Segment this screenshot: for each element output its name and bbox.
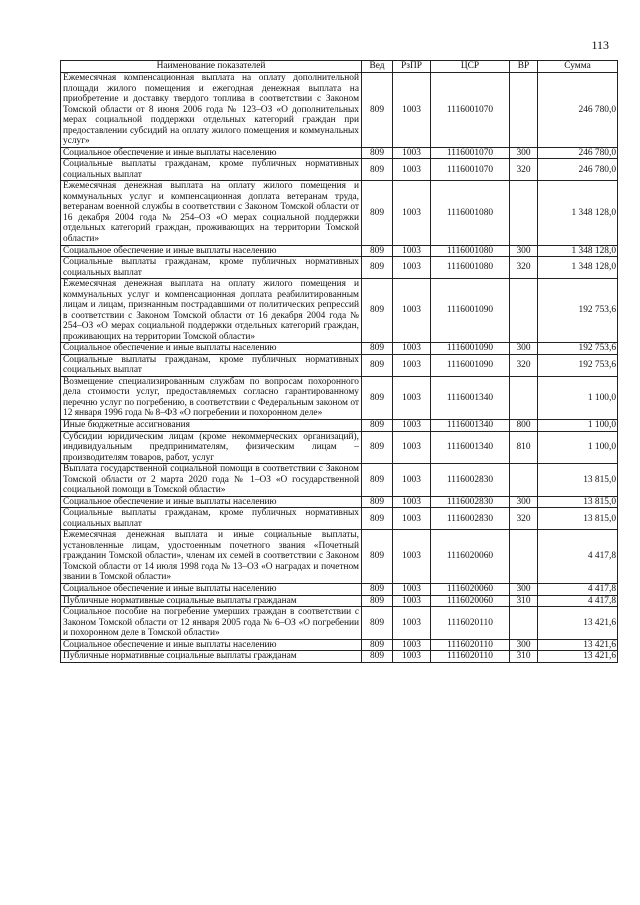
cell-csr: 1116002830 [431,496,510,508]
cell-sum: 13 815,0 [538,496,618,508]
cell-sum: 1 348 128,0 [538,257,618,279]
cell-vr [510,181,538,245]
table-row [61,147,618,159]
cell-name: Выплата государственной социальной помощи в соответствии с Законом Томской области от 2 марта 2020 года № 1–ОЗ «О государственной социальной помощи в Томской области» [61,464,362,497]
table-row [61,159,618,181]
header-rzpr: РзПР [393,61,431,73]
table-row [61,595,618,607]
cell-vr: 300 [510,583,538,595]
cell-name: Социальное обеспечение и иные выплаты населению [61,639,362,651]
cell-vr [510,607,538,640]
cell-csr: 1116001340 [431,420,510,432]
cell-rzpr: 1003 [393,159,431,181]
cell-sum: 246 780,0 [538,147,618,159]
cell-sum: 1 100,0 [538,376,618,419]
cell-ved: 809 [362,530,393,584]
cell-ved: 809 [362,420,393,432]
table-body [61,73,618,663]
table-row [61,496,618,508]
cell-rzpr: 1003 [393,496,431,508]
cell-rzpr: 1003 [393,279,431,343]
cell-csr: 1116020110 [431,607,510,640]
table-row [61,651,618,663]
table-row [61,464,618,497]
cell-vr: 810 [510,431,538,464]
cell-rzpr: 1003 [393,420,431,432]
cell-sum: 246 780,0 [538,73,618,148]
cell-name: Социальное обеспечение и иные выплаты населению [61,147,362,159]
table-row [61,376,618,419]
cell-rzpr: 1003 [393,530,431,584]
cell-ved: 809 [362,431,393,464]
cell-rzpr: 1003 [393,595,431,607]
header-sum: Сумма [538,61,618,73]
table-row [61,607,618,640]
cell-csr: 1116001090 [431,354,510,376]
cell-ved: 809 [362,651,393,663]
cell-vr: 300 [510,639,538,651]
cell-ved: 809 [362,245,393,257]
cell-sum: 1 100,0 [538,420,618,432]
table-row [61,257,618,279]
cell-rzpr: 1003 [393,607,431,640]
cell-ved: 809 [362,583,393,595]
cell-ved: 809 [362,508,393,530]
cell-name: Социальное обеспечение и иные выплаты населению [61,245,362,257]
cell-ved: 809 [362,595,393,607]
cell-csr: 1116001090 [431,343,510,355]
table-row [61,583,618,595]
cell-ved: 809 [362,343,393,355]
table-row [61,354,618,376]
cell-name: Социальное пособие на погребение умерших граждан в соответствии с Законом Томской области от 12 января 2005 года № 6–ОЗ «О погребении и похоронном деле в Томской области» [61,607,362,640]
cell-sum: 1 100,0 [538,431,618,464]
cell-name: Ежемесячная компенсационная выплата на оплату дополнительной площади жилого помещения и ежегодная денежная выплата на приобретение и доставку твердого топлива в соответствии с Законом Томской области от 8 июня 2006 года № 123–ОЗ «О дополнительных мерах социальной поддержки отдельных категорий граждан при предоставлении субсидий на оплату жилого помещения и коммунальных услуг» [61,73,362,148]
cell-csr: 1116002830 [431,508,510,530]
cell-vr: 300 [510,245,538,257]
cell-vr: 300 [510,343,538,355]
cell-vr: 320 [510,257,538,279]
cell-rzpr: 1003 [393,431,431,464]
cell-vr: 310 [510,595,538,607]
cell-csr: 1116020110 [431,651,510,663]
cell-rzpr: 1003 [393,376,431,419]
header-name: Наименование показателей [61,61,362,73]
cell-rzpr: 1003 [393,343,431,355]
cell-ved: 809 [362,73,393,148]
cell-name: Ежемесячная денежная выплата на оплату жилого помещения и коммунальных услуг и компенсационная доплата реабилитированным лицам и лицам, признанным пострадавшими от политических репрессий в соответствии с Законом Томской области от 16 декабря 2004 года № 254–ОЗ «О мерах социальной поддержки отдельных категорий граждан, проживающих на территории Томской области» [61,279,362,343]
cell-csr: 1116001070 [431,147,510,159]
cell-ved: 809 [362,181,393,245]
cell-rzpr: 1003 [393,181,431,245]
table-row [61,431,618,464]
cell-name: Субсидии юридическим лицам (кроме некоммерческих организаций), индивидуальным предпринимателям, физическим лицам – производителям товаров, работ, услуг [61,431,362,464]
cell-rzpr: 1003 [393,257,431,279]
cell-ved: 809 [362,607,393,640]
cell-csr: 1116020110 [431,639,510,651]
cell-vr [510,530,538,584]
cell-ved: 809 [362,496,393,508]
cell-name: Ежемесячная денежная выплата на оплату жилого помещения и коммунальных услуг и компенсационная доплата ветеранам труда, ветеранам военной службы в соответствии с Законом Томской области от 16 декабря 2004 года № 254–ОЗ «О мерах социальной поддержки отдельных категорий граждан, проживающих на территории Томской области» [61,181,362,245]
cell-name: Социальные выплаты гражданам, кроме публичных нормативных социальных выплат [61,159,362,181]
cell-name: Социальное обеспечение и иные выплаты населению [61,343,362,355]
cell-vr: 300 [510,147,538,159]
cell-csr: 1116001070 [431,159,510,181]
cell-vr [510,73,538,148]
table-row [61,73,618,148]
table-row [61,181,618,245]
cell-vr: 320 [510,508,538,530]
page-number: 113 [591,38,609,52]
cell-sum: 1 348 128,0 [538,181,618,245]
cell-sum: 4 417,8 [538,583,618,595]
cell-name: Социальное обеспечение и иные выплаты населению [61,496,362,508]
cell-sum: 13 815,0 [538,508,618,530]
table-row [61,245,618,257]
cell-csr: 1116001090 [431,279,510,343]
table-row [61,420,618,432]
cell-ved: 809 [362,376,393,419]
table-row [61,639,618,651]
cell-vr [510,279,538,343]
table-row [61,279,618,343]
cell-sum: 192 753,6 [538,354,618,376]
cell-csr: 1116020060 [431,530,510,584]
cell-name: Публичные нормативные социальные выплаты гражданам [61,651,362,663]
cell-vr: 320 [510,354,538,376]
cell-ved: 809 [362,464,393,497]
cell-rzpr: 1003 [393,583,431,595]
cell-rzpr: 1003 [393,73,431,148]
cell-vr: 800 [510,420,538,432]
cell-sum: 4 417,8 [538,595,618,607]
cell-csr: 1116001080 [431,245,510,257]
table-row [61,508,618,530]
cell-sum: 192 753,6 [538,279,618,343]
cell-name: Возмещение специализированным службам по вопросам похоронного дела стоимости услуг, предоставляемых согласно гарантированному перечню услуг по погребению, в соответствии с Федеральным законом от 12 января 1996 года № 8–ФЗ «О погребении и похоронном деле» [61,376,362,419]
cell-csr: 1116002830 [431,464,510,497]
header-csr: ЦСР [431,61,510,73]
cell-vr [510,464,538,497]
cell-sum: 13 815,0 [538,464,618,497]
cell-ved: 809 [362,159,393,181]
cell-sum: 13 421,6 [538,607,618,640]
header-vr: ВР [510,61,538,73]
cell-vr [510,376,538,419]
header-row [61,61,618,73]
cell-vr: 320 [510,159,538,181]
cell-sum: 192 753,6 [538,343,618,355]
budget-table [60,60,618,663]
cell-rzpr: 1003 [393,508,431,530]
table-row [61,343,618,355]
cell-sum: 13 421,6 [538,651,618,663]
cell-sum: 4 417,8 [538,530,618,584]
cell-rzpr: 1003 [393,147,431,159]
cell-csr: 1116001070 [431,73,510,148]
cell-ved: 809 [362,639,393,651]
cell-rzpr: 1003 [393,354,431,376]
cell-name: Иные бюджетные ассигнования [61,420,362,432]
cell-csr: 1116001340 [431,376,510,419]
cell-sum: 13 421,6 [538,639,618,651]
cell-name: Социальные выплаты гражданам, кроме публичных нормативных социальных выплат [61,354,362,376]
cell-csr: 1116020060 [431,583,510,595]
cell-name: Социальное обеспечение и иные выплаты населению [61,583,362,595]
cell-ved: 809 [362,279,393,343]
cell-ved: 809 [362,147,393,159]
cell-name: Публичные нормативные социальные выплаты гражданам [61,595,362,607]
cell-sum: 1 348 128,0 [538,245,618,257]
cell-csr: 1116001080 [431,181,510,245]
cell-csr: 1116001340 [431,431,510,464]
cell-vr: 300 [510,496,538,508]
cell-name: Социальные выплаты гражданам, кроме публичных нормативных социальных выплат [61,257,362,279]
cell-csr: 1116001080 [431,257,510,279]
table-row [61,530,618,584]
cell-sum: 246 780,0 [538,159,618,181]
cell-name: Социальные выплаты гражданам, кроме публичных нормативных социальных выплат [61,508,362,530]
header-ved: Вед [362,61,393,73]
cell-ved: 809 [362,257,393,279]
cell-csr: 1116020060 [431,595,510,607]
cell-rzpr: 1003 [393,245,431,257]
cell-rzpr: 1003 [393,651,431,663]
cell-vr: 310 [510,651,538,663]
cell-rzpr: 1003 [393,464,431,497]
cell-rzpr: 1003 [393,639,431,651]
cell-ved: 809 [362,354,393,376]
cell-name: Ежемесячная денежная выплата и иные социальные выплаты, установленные лицам, удостоенным почетного звания «Почетный гражданин Томской области», членам их семей в соответствии с Законом Томской области от 14 июля 1998 года № 13–ОЗ «О наградах и почетном звании в Томской области» [61,530,362,584]
